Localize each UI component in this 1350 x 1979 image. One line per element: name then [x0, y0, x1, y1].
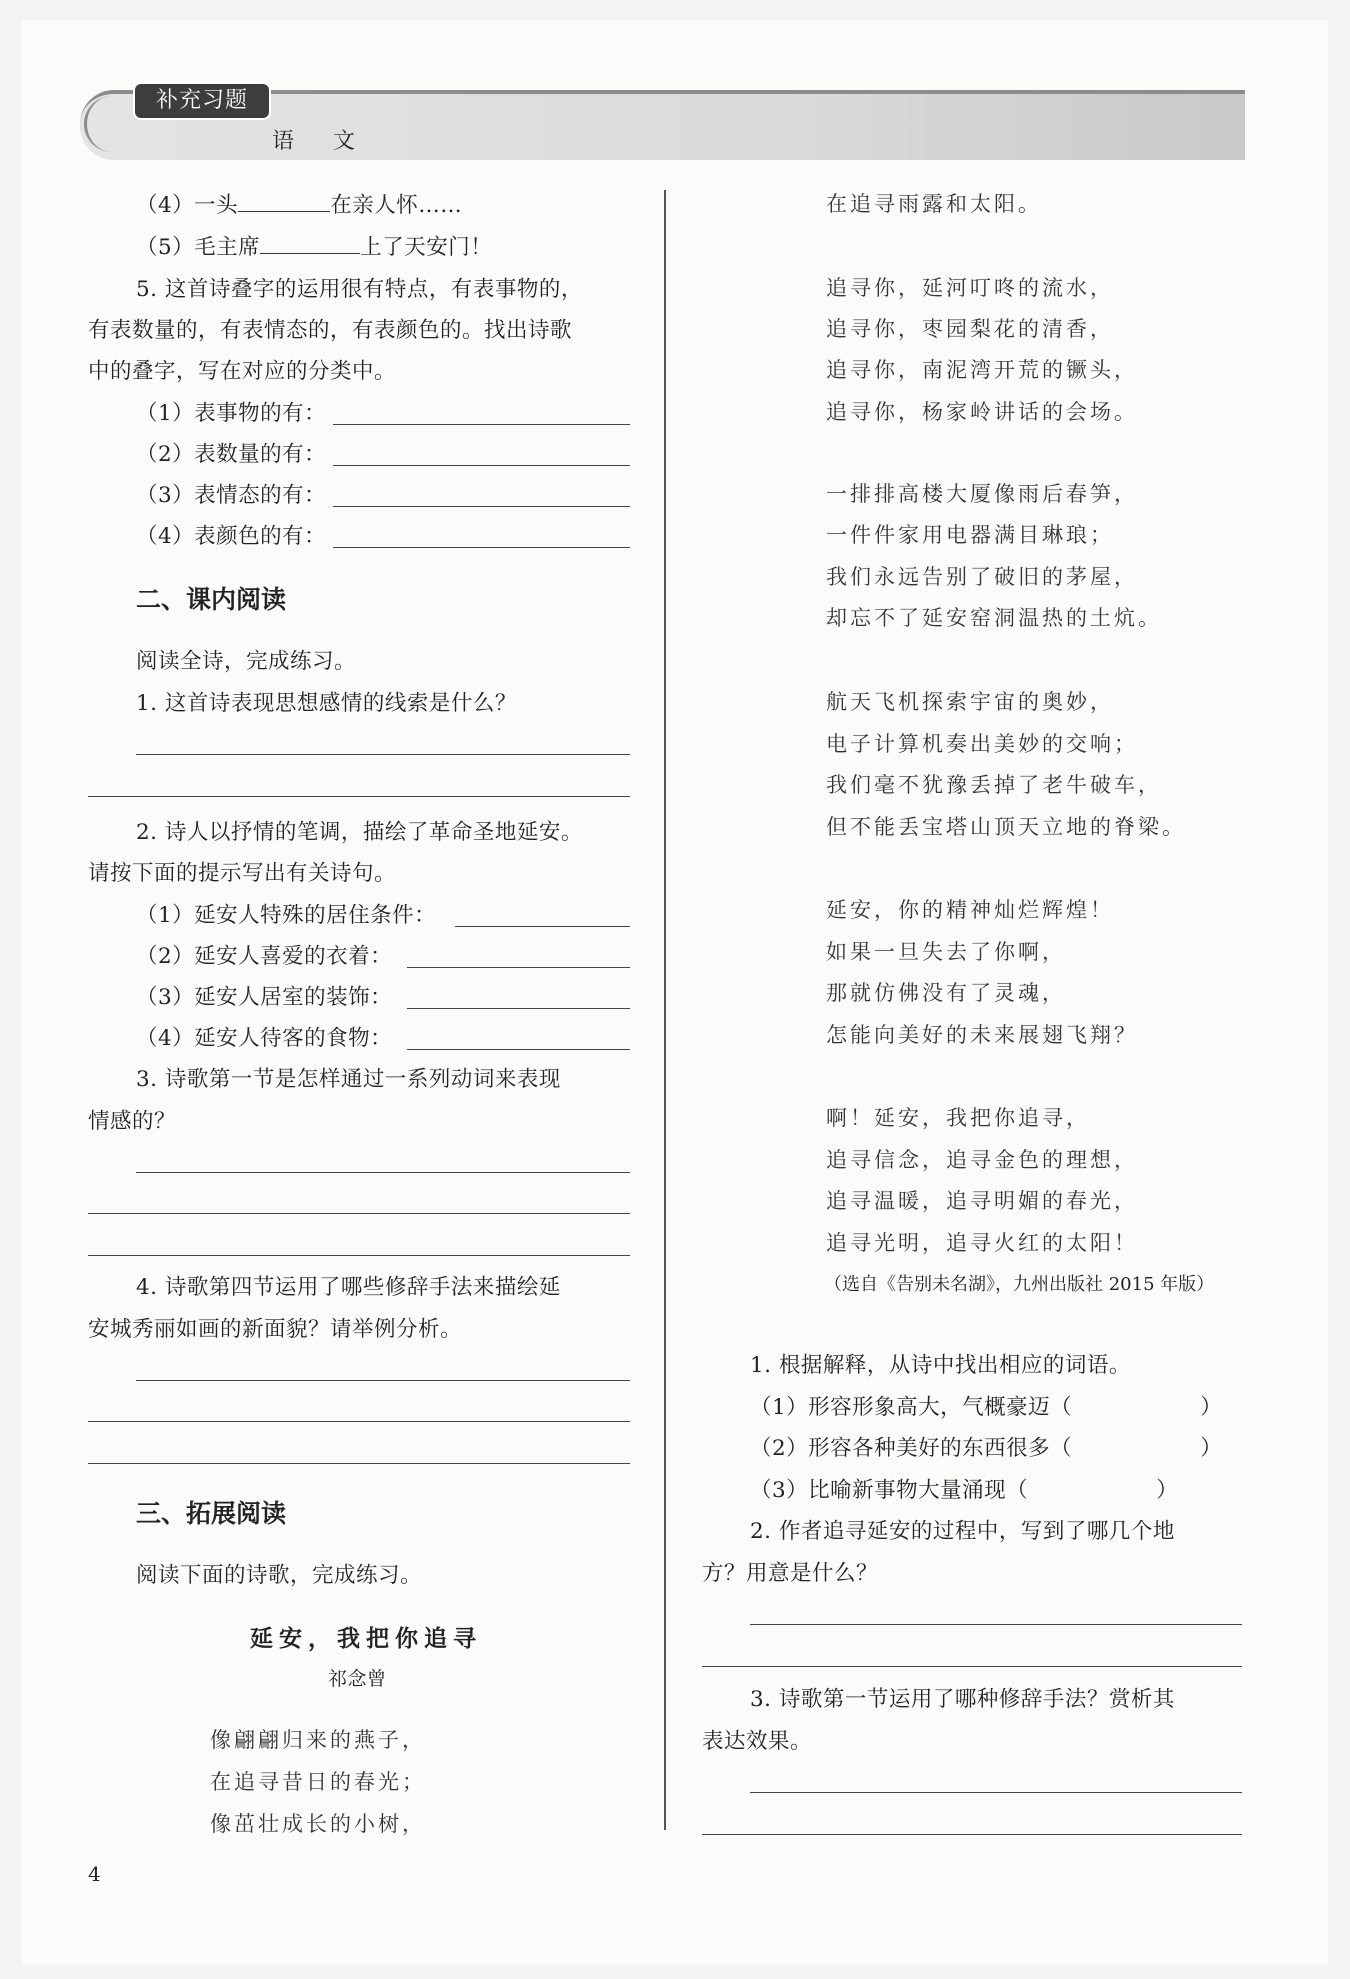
answer-line[interactable]: [136, 754, 630, 755]
answer-line[interactable]: [88, 1213, 630, 1214]
s2-question-1: 1. 这首诗表现思想感情的线索是什么？: [136, 691, 517, 716]
poem-line: 追寻信念，追寻金色的理想，: [826, 1148, 1138, 1172]
answer-line[interactable]: [750, 1792, 1242, 1793]
fill-text: （5）毛主席: [136, 235, 261, 260]
paren: ）: [1156, 1478, 1179, 1503]
r-question-2-line-1: 2. 作者追寻延安的过程中，写到了哪几个地: [750, 1519, 1175, 1544]
poem-line: 追寻你，枣园梨花的清香，: [826, 317, 1114, 341]
answer-line[interactable]: [333, 424, 630, 425]
poem-line: 我们毫不犹豫丢掉了老牛破车，: [826, 773, 1162, 797]
fill-text: 在亲人怀……: [330, 193, 463, 218]
poem-line: 我们永远告别了破旧的茅屋，: [826, 565, 1138, 589]
s2-question-3-line-1: 3. 诗歌第一节是怎样通过一系列动词来表现: [136, 1067, 561, 1092]
answer-blank[interactable]: [238, 210, 330, 212]
section-2-heading: 二、课内阅读: [136, 585, 287, 614]
answer-line[interactable]: [136, 1380, 630, 1381]
poem-author: 祁念曾: [328, 1668, 387, 1690]
column-divider: [664, 190, 666, 1830]
poem-source: （选自《告别未名湖》，九州出版社 2015 年版）: [824, 1274, 1215, 1295]
answer-line[interactable]: [333, 465, 630, 466]
answer-line[interactable]: [88, 1255, 630, 1256]
section-2-intro: 阅读全诗，完成练习。: [136, 649, 357, 674]
answer-line[interactable]: [136, 1172, 630, 1173]
fill-text: （4）一头: [136, 193, 239, 218]
poem-line: 如果一旦失去了你啊，: [826, 940, 1066, 964]
poem-line: 一排排高楼大厦像雨后春笋，: [826, 482, 1138, 506]
answer-line[interactable]: [407, 1049, 630, 1050]
r-question-2-line-2: 方？用意是什么？: [702, 1561, 879, 1586]
poem-line: 延安，你的精神灿烂辉煌！: [826, 898, 1114, 922]
paren: ）: [1200, 1395, 1223, 1420]
fill-text: 上了天安门！: [360, 235, 493, 260]
r-question-1: 1. 根据解释，从诗中找出相应的词语。: [750, 1353, 1131, 1378]
answer-line[interactable]: [407, 967, 630, 968]
subject-label: 语 文: [272, 129, 371, 154]
poem-line: 电子计算机奏出美妙的交响；: [826, 732, 1138, 756]
poem-line: 但不能丢宝塔山顶天立地的脊梁。: [826, 815, 1186, 839]
item-text: （2）形容各种美好的东西很多（: [750, 1436, 1073, 1461]
q5-item-1: （1）表事物的有：: [136, 401, 327, 426]
r-question-3-line-2: 表达效果。: [702, 1729, 813, 1754]
poem-title: 延安，我把你追寻: [250, 1625, 482, 1652]
item-text: （1）形容形象高大，气概豪迈（: [750, 1395, 1073, 1420]
answer-blank[interactable]: [260, 252, 360, 254]
poem-line: 怎能向美好的未来展翅飞翔？: [826, 1023, 1138, 1047]
poem-line: 航天飞机探索宇宙的奥妙，: [826, 690, 1114, 714]
s2-question-2-line-1: 2. 诗人以抒情的笔调，描绘了革命圣地延安。: [136, 820, 583, 845]
answer-line[interactable]: [333, 506, 630, 507]
s2-question-3-line-2: 情感的？: [88, 1109, 177, 1134]
s2q2-item-4: （4）延安人待客的食物：: [136, 1026, 393, 1051]
paren: ）: [1200, 1436, 1223, 1461]
question-5-line-3: 中的叠字，写在对应的分类中。: [88, 359, 397, 384]
page-number: 4: [88, 1862, 101, 1886]
fill-item-5: [136, 230, 492, 261]
answer-line[interactable]: [702, 1666, 1242, 1667]
q5-item-4: （4）表颜色的有：: [136, 524, 327, 549]
question-5-line-1: 5. 这首诗叠字的运用很有特点，有表事物的，: [136, 277, 583, 302]
question-5-line-2: 有表数量的，有表情态的，有表颜色的。找出诗歌: [88, 318, 573, 343]
answer-line[interactable]: [407, 1008, 630, 1009]
poem-line: 像茁壮成长的小树，: [210, 1812, 426, 1836]
poem-line: 像翩翩归来的燕子，: [210, 1728, 426, 1752]
poem-line: 追寻你，南泥湾开荒的镢头，: [826, 358, 1138, 382]
poem-line: 一件件家用电器满目琳琅；: [826, 523, 1114, 547]
q5-item-2: （2）表数量的有：: [136, 442, 327, 467]
item-text: （3）比喻新事物大量涌现（: [750, 1478, 1029, 1503]
section-tag: 补充习题: [135, 84, 269, 118]
answer-line[interactable]: [750, 1624, 1242, 1625]
poem-line: 追寻你，杨家岭讲话的会场。: [826, 400, 1138, 424]
poem-line: 在追寻昔日的春光；: [210, 1770, 426, 1794]
poem-line: 啊！延安，我把你追寻，: [826, 1106, 1090, 1130]
s2-question-4-line-1: 4. 诗歌第四节运用了哪些修辞手法来描绘延: [136, 1275, 561, 1300]
poem-line: 追寻光明，追寻火红的太阳！: [826, 1231, 1138, 1255]
r-question-3-line-1: 3. 诗歌第一节运用了哪种修辞手法？赏析其: [750, 1687, 1175, 1712]
fill-item-4: [136, 188, 462, 219]
answer-line[interactable]: [88, 1463, 630, 1464]
q5-item-3: （3）表情态的有：: [136, 483, 327, 508]
poem-line: 追寻温暖，追寻明媚的春光，: [826, 1189, 1138, 1213]
answer-line[interactable]: [88, 1421, 630, 1422]
section-3-intro: 阅读下面的诗歌，完成练习。: [136, 1563, 423, 1588]
poem-line: 在追寻雨露和太阳。: [826, 192, 1042, 216]
s2-question-4-line-2: 安城秀丽如画的新面貌？请举例分析。: [88, 1317, 463, 1342]
r-q1-item-1: [750, 1390, 1222, 1421]
answer-line[interactable]: [455, 926, 630, 927]
answer-line[interactable]: [702, 1834, 1242, 1835]
answer-line[interactable]: [88, 796, 630, 797]
r-q1-item-2: [750, 1431, 1222, 1462]
s2q2-item-1: （1）延安人特殊的居住条件：: [136, 903, 437, 928]
poem-line: 却忘不了延安窑洞温热的土炕。: [826, 606, 1162, 630]
section-3-heading: 三、拓展阅读: [136, 1499, 287, 1528]
s2q2-item-3: （3）延安人居室的装饰：: [136, 985, 393, 1010]
r-q1-item-3: [750, 1473, 1178, 1504]
s2q2-item-2: （2）延安人喜爱的衣着：: [136, 944, 393, 969]
poem-line: 那就仿佛没有了灵魂，: [826, 981, 1066, 1005]
s2-question-2-line-2: 请按下面的提示写出有关诗句。: [88, 861, 397, 886]
poem-line: 追寻你，延河叮咚的流水，: [826, 276, 1114, 300]
answer-line[interactable]: [333, 547, 630, 548]
